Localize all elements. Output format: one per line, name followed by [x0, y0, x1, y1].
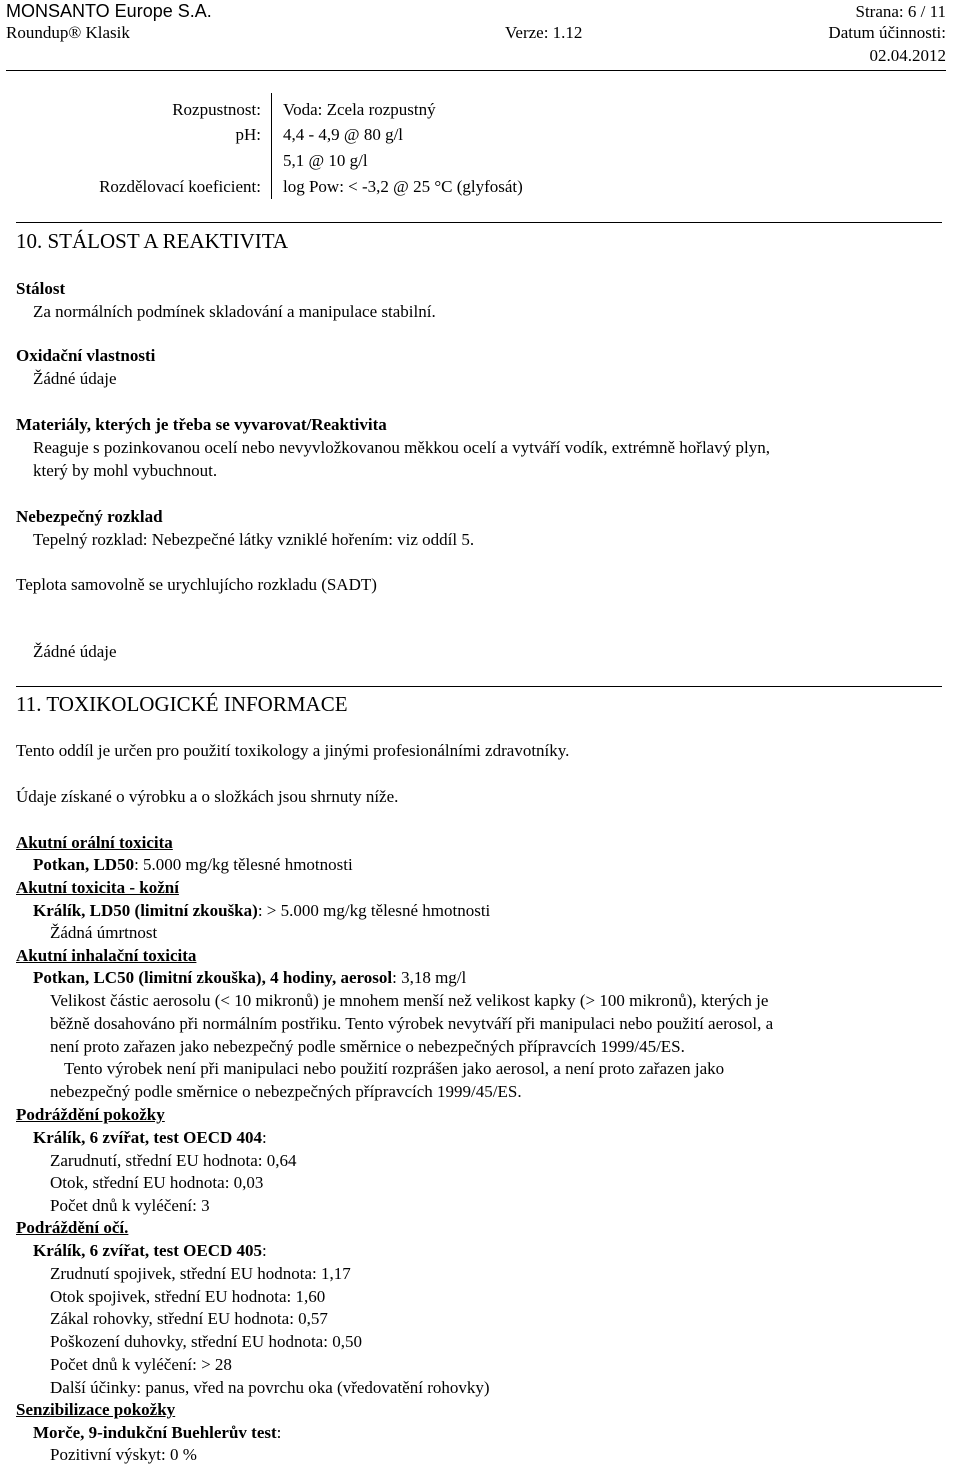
stability-text: Za normálních podmínek skladování a manipulace stabilní. [33, 302, 436, 321]
eye-result: Zákal rohovky, střední EU hodnota: 0,57 [50, 1309, 328, 1328]
eye-result: Poškození duhovky, střední EU hodnota: 0,50 [50, 1332, 362, 1351]
eye-irritation-heading: Podráždění očí. [16, 1218, 129, 1237]
inhalation-text: běžně dosahováno při normálním postřiku. Tento výrobek nevytváří při manipulaci nebo použití aerosol, a [50, 1014, 774, 1033]
eye-subject: Králík, 6 zvířat, test OECD 405 [33, 1241, 262, 1260]
inhalation-value: : 3,18 mg/l [392, 968, 467, 987]
dermal-note: Žádná úmrtnost [50, 923, 158, 942]
inhalation-text: nebezpečný podle směrnice o nebezpečných přípravcích 1999/45/ES. [50, 1082, 522, 1101]
dermal-toxicity-heading: Akutní toxicita - kožní [16, 878, 179, 897]
dermal-subject: Králík, LD50 (limitní zkouška) [33, 901, 258, 920]
property-label: Rozpustnost: [172, 100, 261, 119]
section-11-title: 11. TOXIKOLOGICKÉ INFORMACE [16, 692, 348, 716]
skin-irritation-subject-line [33, 1129, 267, 1146]
page-number: Strana: 6 / 11 [855, 2, 946, 21]
sadt-text: Žádné údaje [33, 642, 117, 661]
product-name: Roundup® Klasik [6, 23, 130, 42]
skin-irritation-heading: Podráždění pokožky [16, 1105, 165, 1124]
materials-heading: Materiály, kterých je třeba se vyvarovat/Reaktivita [16, 415, 387, 434]
tox-intro: Údaje získané o výrobku a o složkách jsou shrnuty níže. [16, 787, 399, 806]
sens-colon: : [276, 1423, 282, 1442]
dermal-toxicity-line [33, 902, 490, 919]
eye-result: Další účinky: panus, vřed na povrchu oka (vředovatění rohovky) [50, 1378, 490, 1397]
property-value: 5,1 @ 10 g/l [283, 151, 368, 170]
section-divider [16, 686, 942, 687]
materials-text: který by mohl vybuchnout. [33, 461, 218, 480]
skin-result: Otok, střední EU hodnota: 0,03 [50, 1173, 264, 1192]
effective-date: 02.04.2012 [869, 46, 946, 65]
decomposition-text: Tepelný rozklad: Nebezpečné látky vzniklé hořením: viz oddíl 5. [33, 530, 475, 549]
eye-result: Počet dnů k vyléčení: > 28 [50, 1355, 232, 1374]
inhalation-subject: Potkan, LC50 (limitní zkouška), 4 hodiny, aerosol [33, 968, 393, 987]
oral-toxicity-heading: Akutní orální toxicita [16, 833, 173, 852]
table-column-divider [271, 93, 272, 199]
inhalation-text: není proto zařazen jako nebezpečný podle směrnice o nebezpečných přípravcích 1999/45/ES. [50, 1037, 685, 1056]
effective-date-label: Datum účinnosti: [828, 23, 946, 42]
inhalation-toxicity-heading: Akutní inhalační toxicita [16, 946, 197, 965]
company-name: MONSANTO Europe S.A. [6, 1, 212, 21]
section-10-title: 10. STÁLOST A REAKTIVITA [16, 229, 289, 253]
inhalation-text: Velikost částic aerosolu (< 10 mikronů) je mnohem menší než velikost kapky (> 100 mikronů), kterých je [50, 991, 769, 1010]
header-divider [6, 70, 946, 71]
property-value: Voda: Zcela rozpustný [283, 100, 436, 119]
oxidizing-text: Žádné údaje [33, 369, 117, 388]
version: Verze: 1.12 [505, 23, 583, 42]
oral-subject: Potkan, LD50 [33, 855, 135, 874]
inhalation-text: Tento výrobek není při manipulaci nebo použití rozprášen jako aerosol, a není proto zařazen jako [64, 1059, 725, 1078]
section-divider [16, 222, 942, 223]
stability-heading: Stálost [16, 279, 66, 298]
decomposition-heading: Nebezpečný rozklad [16, 507, 163, 526]
skin-colon: : [262, 1128, 267, 1147]
property-label: Rozdělovací koeficient: [99, 177, 261, 196]
property-label: pH: [235, 125, 261, 144]
eye-irritation-subject-line [33, 1242, 267, 1259]
oral-value: : 5.000 mg/kg tělesné hmotnosti [134, 855, 353, 874]
skin-sensitization-heading: Senzibilizace pokožky [16, 1400, 176, 1419]
skin-sensitization-subject-line [33, 1424, 281, 1441]
tox-intro: Tento oddíl je určen pro použití toxikology a jinými profesionálními zdravotníky. [16, 741, 570, 760]
sens-result: Pozitivní výskyt: 0 % [50, 1445, 197, 1464]
eye-result: Otok spojivek, střední EU hodnota: 1,60 [50, 1287, 326, 1306]
skin-subject: Králík, 6 zvířat, test OECD 404 [33, 1128, 262, 1147]
sadt-heading: Teplota samovolně se urychlujícho rozkladu (SADT) [16, 575, 377, 594]
eye-result: Zrudnutí spojivek, střední EU hodnota: 1,17 [50, 1264, 351, 1283]
property-value: log Pow: < -3,2 @ 25 °C (glyfosát) [283, 177, 523, 196]
oral-toxicity-line [33, 856, 353, 873]
inhalation-toxicity-line [33, 969, 466, 986]
skin-result: Počet dnů k vyléčení: 3 [50, 1196, 210, 1215]
materials-text: Reaguje s pozinkovanou ocelí nebo nevyvložkovanou měkkou ocelí a vytváří vodík, extrémně hořlavý plyn, [33, 438, 770, 457]
oxidizing-heading: Oxidační vlastnosti [16, 346, 156, 365]
eye-colon: : [262, 1241, 267, 1260]
dermal-value: : > 5.000 mg/kg tělesné hmotnosti [257, 901, 491, 920]
skin-result: Zarudnutí, střední EU hodnota: 0,64 [50, 1151, 297, 1170]
sens-subject: Morče, 9-indukční Buehlerův test [33, 1423, 277, 1442]
property-value: 4,4 - 4,9 @ 80 g/l [283, 125, 404, 144]
